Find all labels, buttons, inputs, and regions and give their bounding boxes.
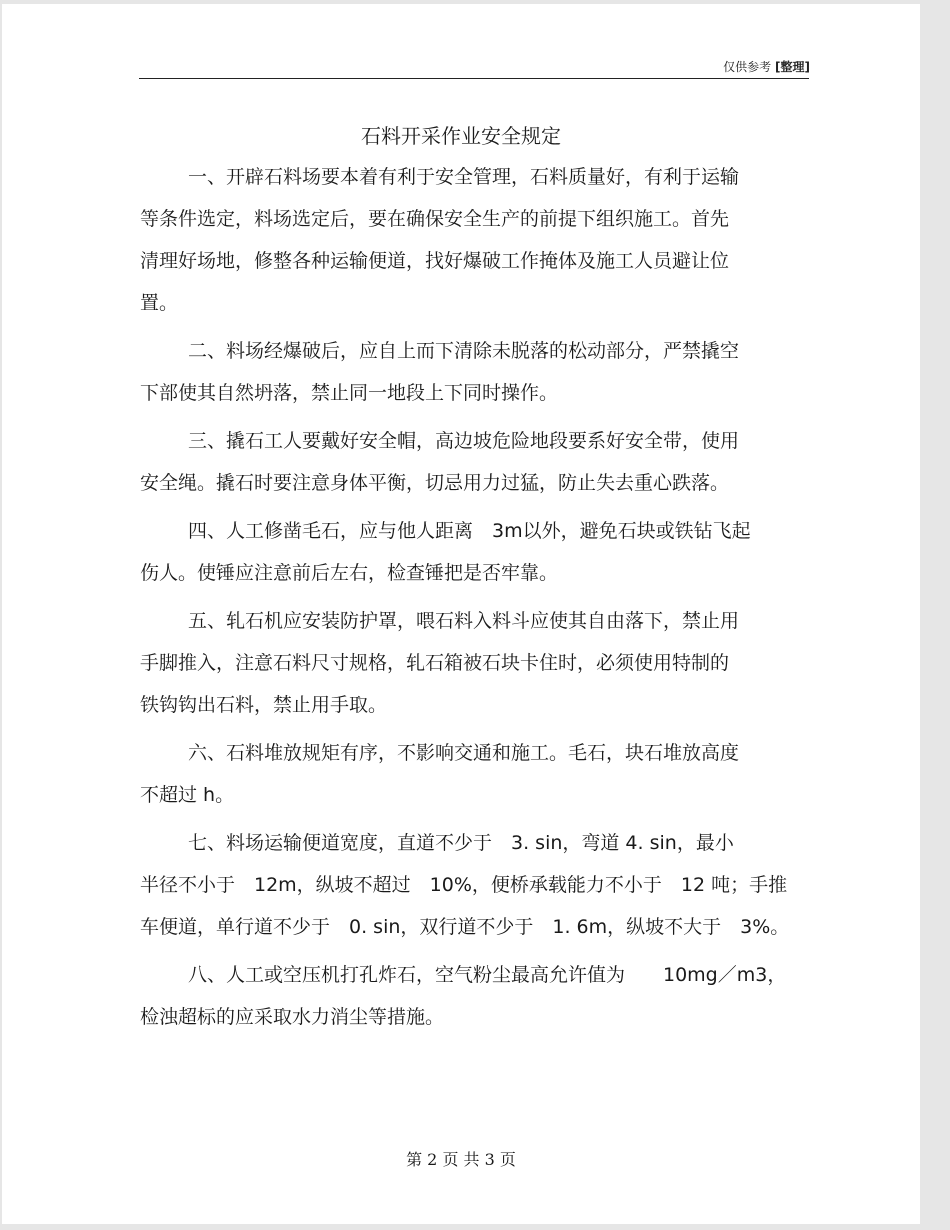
header-note — [723, 58, 810, 75]
paragraph — [140, 510, 820, 594]
paragraph-line: 四、人工修凿毛石，应与他人距离 3m以外，避免石块或铁钻飞起 — [188, 520, 751, 542]
paragraph-line: 下部使其自然坍落，禁止同一地段上下同时操作。 — [140, 382, 559, 404]
paragraph-line: 清理好场地，修整各种运输便道，找好爆破工作掩体及施工人员避让位 — [140, 250, 730, 272]
paragraph-line: 不超过 h。 — [140, 784, 235, 806]
paragraph-line: 五、轧石机应安装防护罩，喂石料入料斗应使其自由落下，禁止用 — [188, 610, 740, 632]
paragraph-line: 安全绳。撬石时要注意身体平衡，切忌用力过猛，防止失去重心跌落。 — [140, 472, 730, 494]
header-note-text: 仅供参考 — [723, 60, 772, 74]
paragraph — [140, 732, 820, 816]
paragraph-line: 伤人。使锤应注意前后左右，检查锤把是否牢靠。 — [140, 562, 559, 584]
paragraph-line: 七、料场运输便道宽度，直道不少于 3. sin，弯道 4. sin，最小 — [188, 832, 734, 854]
paragraph-line: 车便道，单行道不少于 0. sin，双行道不少于 1. 6m，纵坡不大于 3%。 — [140, 916, 790, 938]
paragraph-line: 一、开辟石料场要本着有利于安全管理，石料质量好，有利于运输 — [188, 166, 740, 188]
paragraph — [140, 600, 820, 726]
paragraph-line: 三、撬石工人要戴好安全帽，高边坡危险地段要系好安全带，使用 — [188, 430, 740, 452]
paragraph-line: 半径不小于 12m，纵坡不超过 10%，便桥承载能力不小于 12 吨；手推 — [140, 874, 788, 896]
paragraph-line: 检浊超标的应采取水力消尘等措施。 — [140, 1006, 445, 1028]
header-note-tag: [整理] — [775, 60, 810, 74]
page-number: 第 2 页 共 3 页 — [406, 1150, 516, 1169]
document-page — [2, 4, 920, 1224]
paragraph-line: 铁钩钩出石料，禁止用手取。 — [140, 694, 388, 716]
document-body — [140, 156, 820, 1044]
paragraph-line: 手脚推入，注意石料尺寸规格，轧石箱被石块卡住时，必须使用特制的 — [140, 652, 730, 674]
paragraph-line: 置。 — [140, 292, 179, 314]
paragraph — [140, 954, 820, 1038]
paragraph-line: 等条件选定，料场选定后，要在确保安全生产的前提下组织施工。首先 — [140, 208, 730, 230]
paragraph — [140, 156, 820, 324]
paragraph — [140, 330, 820, 414]
paragraph — [140, 822, 820, 948]
header-rule — [139, 78, 809, 79]
paragraph-line: 二、料场经爆破后，应自上而下清除未脱落的松动部分，严禁撬空 — [188, 340, 740, 362]
paragraph-line: 六、石料堆放规矩有序，不影响交通和施工。毛石，块石堆放高度 — [188, 742, 740, 764]
document-title: 石料开采作业安全规定 — [361, 124, 561, 148]
paragraph-line: 八、人工或空压机打孔炸石，空气粉尘最高允许值为 10mg／m3， — [188, 964, 787, 986]
paragraph — [140, 420, 820, 504]
